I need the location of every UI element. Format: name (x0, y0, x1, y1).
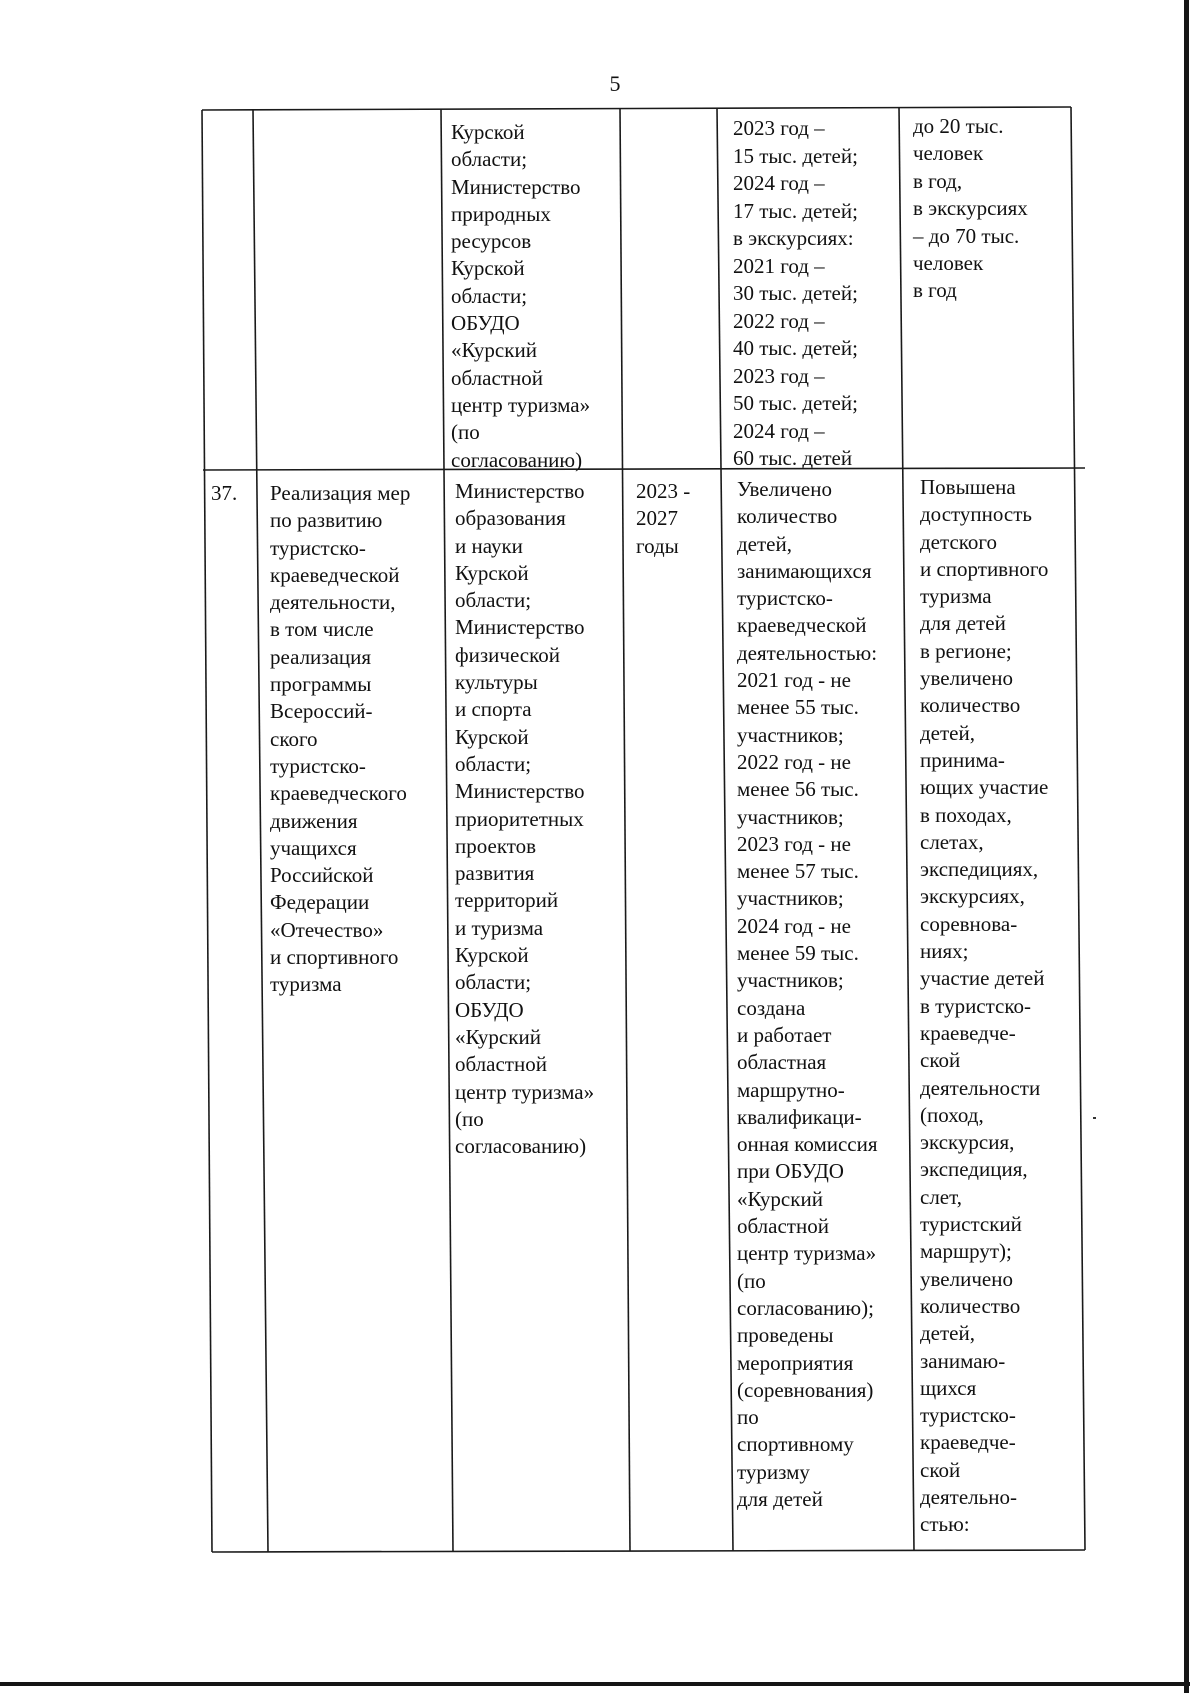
page-number: 5 (609, 71, 621, 96)
row-37-result-cell: Повышена доступность детского и спортивного туризма для детей в регионе; увеличено количество детей, принима- ющих участие в походах, слетах, экспедициях, экскурсиях, соревнова- ниях; участие детей в туристско- краеведче- ской деятельности (поход, экскурсия, экспедиция, слет, туристский маршрут); увеличено количество детей, занимаю- щихся туристско- краеведче- ской деятельно- стью: (920, 475, 1049, 1537)
row-37-indicators-cell: Увеличено количество детей, занимающихся туристско- краеведческой деятельностью: 2021 год - не менее 55 тыс. участников; 2022 год - не менее 56 тыс. участников; 2023 год - не менее 57 тыс. участников; 2024 год - не менее 59 тыс. участников; создана и работает областная маршрутно- квалификаци- онная комиссия при ОБУДО «Курский областной центр туризма» (по согласованию); проведены мероприятия (соревнования) по спортивному туризму для детей (737, 477, 878, 1511)
row-37-number-cell: 37. (211, 481, 238, 505)
continuation-indicators-cell: 2023 год – 15 тыс. детей; 2024 год – 17 тыс. детей; в экскурсиях: 2021 год – 30 тыс. детей; 2022 год – 40 тыс. детей; 2023 год – 50 тыс. детей; 2024 год – 60 тыс. детей (733, 116, 858, 470)
continuation-result-cell: до 20 тыс. человек в год, в экскурсиях – до 70 тыс. человек в год (913, 114, 1028, 303)
row-37-event-cell: Реализация мер по развитию туристско- краеведческой деятельности, в том числе реализация программы Всероссий- ского туристско- краеведческого движения учащихся Российской Федерации «Отечество» и спортивного туризма (270, 481, 411, 997)
continuation-responsible-cell: Курской области; Министерство природных ресурсов Курской области; ОБУДО «Курский областной центр туризма» (по согласованию) (451, 120, 591, 472)
row-37-responsible-cell: Министерство образования и науки Курской области; Министерство физической культуры и спорта Курской области; Министерство приоритетных проектов развития территорий и туризма Курской области; ОБУДО «Курский областной центр туризма» (по согласованию) (455, 479, 595, 1159)
row-37-period-cell: 2023 - 2027 годы (636, 479, 691, 558)
